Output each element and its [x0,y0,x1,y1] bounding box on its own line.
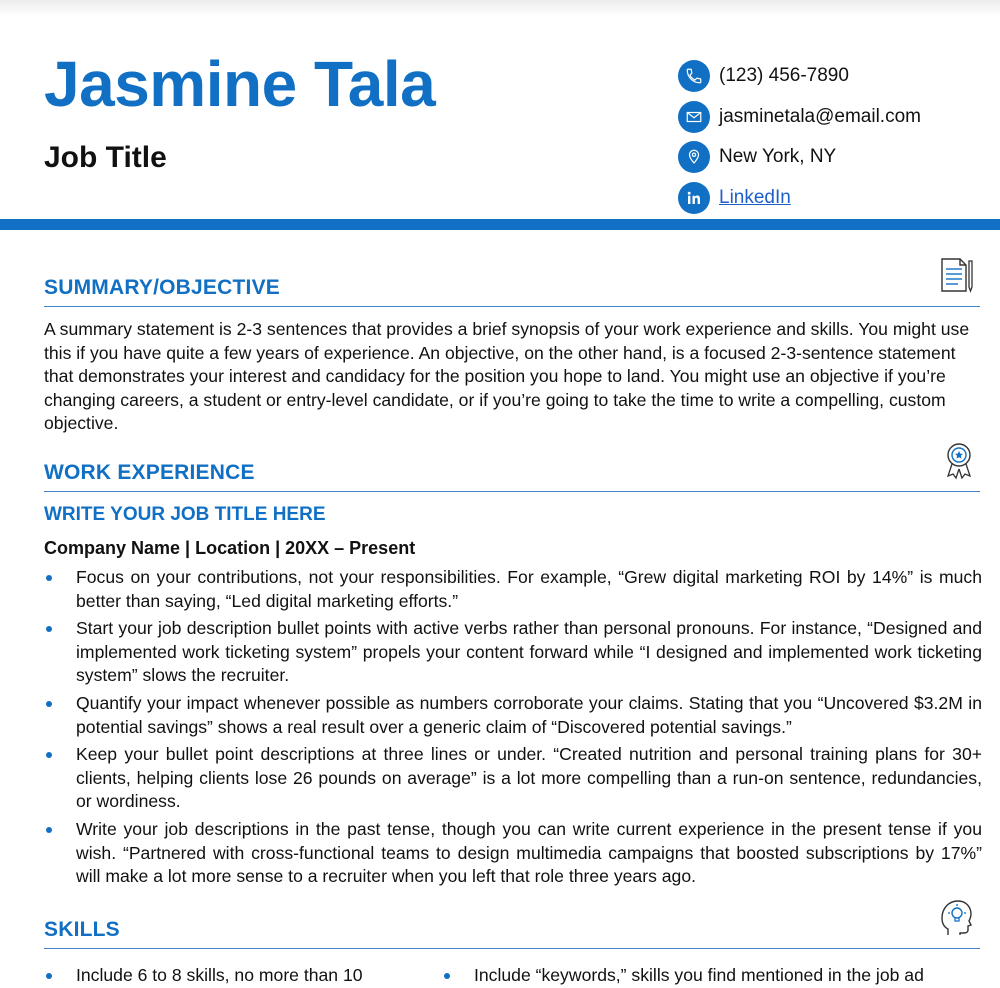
list-item: Quantify your impact whenever possible as numbers corroborate your claims. Stating that you “Uncovered $3.2M in potential savings” shows a real result over a generic claim of “Discovered potential savings.” [44,692,982,739]
contact-email [678,97,921,138]
section-title-skills: SKILLS [44,918,120,941]
list-item: Write your job descriptions in the past tense, though you can write current experience in the present tense if you wish. “Partnered with cross-functional teams to design multimedia campaigns that boosted subscriptions by 17%” will make a lot more sense to a recruiter when you left that role three years ago. [44,818,982,889]
location-pin-icon [678,141,710,173]
head-lightbulb-icon [936,897,976,942]
viewer-top-shadow [0,0,1000,16]
summary-paragraph: A summary statement is 2-3 sentences that provides a brief synopsis of your work experience and skills. You might use this if you have quite a few years of experience. An objective, on the other hand, is a focused 2-3-sentence statement that demonstrates your interest and candidacy for the position you hope to land. You might use an objective if you’re changing careers, a student or entry-level candidate, or if you’re going to take the time to write a compelling, custom objective. [44,319,970,434]
linkedin-link[interactable]: LinkedIn [719,186,791,208]
candidate-name: Jasmine Tala [44,48,436,120]
location-text: New York, NY [719,146,837,168]
bullet-dot [46,973,52,979]
contact-phone [678,56,921,97]
list-item: Include “keywords,” skills you find mentioned in the job ad [442,964,924,988]
list-item: Focus on your contributions, not your responsibilities. For example, “Grew digital marketing ROI by 14%” is much better than saying, “Led digital marketing efforts.” [44,566,982,613]
bullet-dot [46,752,52,758]
list-item: Keep your bullet point descriptions at three lines or under. “Created nutrition and personal training plans for 30+ clients, helping clients lose 26 pounds on average” is a lot more compelling than a run-on sentence, redundancies, or wordiness. [44,743,982,814]
document-pencil-icon [936,255,976,300]
section-title-summary: SUMMARY/OBJECTIVE [44,276,280,299]
candidate-job-title: Job Title [44,141,167,174]
phone-icon [678,60,710,92]
award-ribbon-icon [942,440,976,485]
header-divider-bar [0,219,1000,230]
section-header-experience [44,459,980,492]
contact-block [678,56,921,218]
list-item: Start your job description bullet points with active verbs rather than personal pronouns. For instance, “Designed and implemented work ticketing system” propels your content forward while “I designed and implemented work ticketing system” slows the recruiter. [44,617,982,688]
contact-linkedin[interactable] [678,178,921,219]
section-title-experience: WORK EXPERIENCE [44,461,255,484]
job-title-placeholder: WRITE YOUR JOB TITLE HERE [44,504,326,525]
bullet-dot [444,973,450,979]
linkedin-icon [678,182,710,214]
bullet-dot [46,575,52,581]
bullet-dot [46,827,52,833]
company-line: Company Name | Location | 20XX – Present [44,538,416,558]
experience-bullets [44,566,982,893]
list-item: Include 6 to 8 skills, no more than 10 [44,964,363,988]
section-header-skills [44,916,980,949]
email-text: jasminetala@email.com [719,105,921,127]
contact-location [678,137,921,178]
section-header-summary [44,274,980,307]
envelope-icon [678,101,710,133]
bullet-dot [46,701,52,707]
phone-text: (123) 456-7890 [719,65,849,87]
bullet-dot [46,626,52,632]
